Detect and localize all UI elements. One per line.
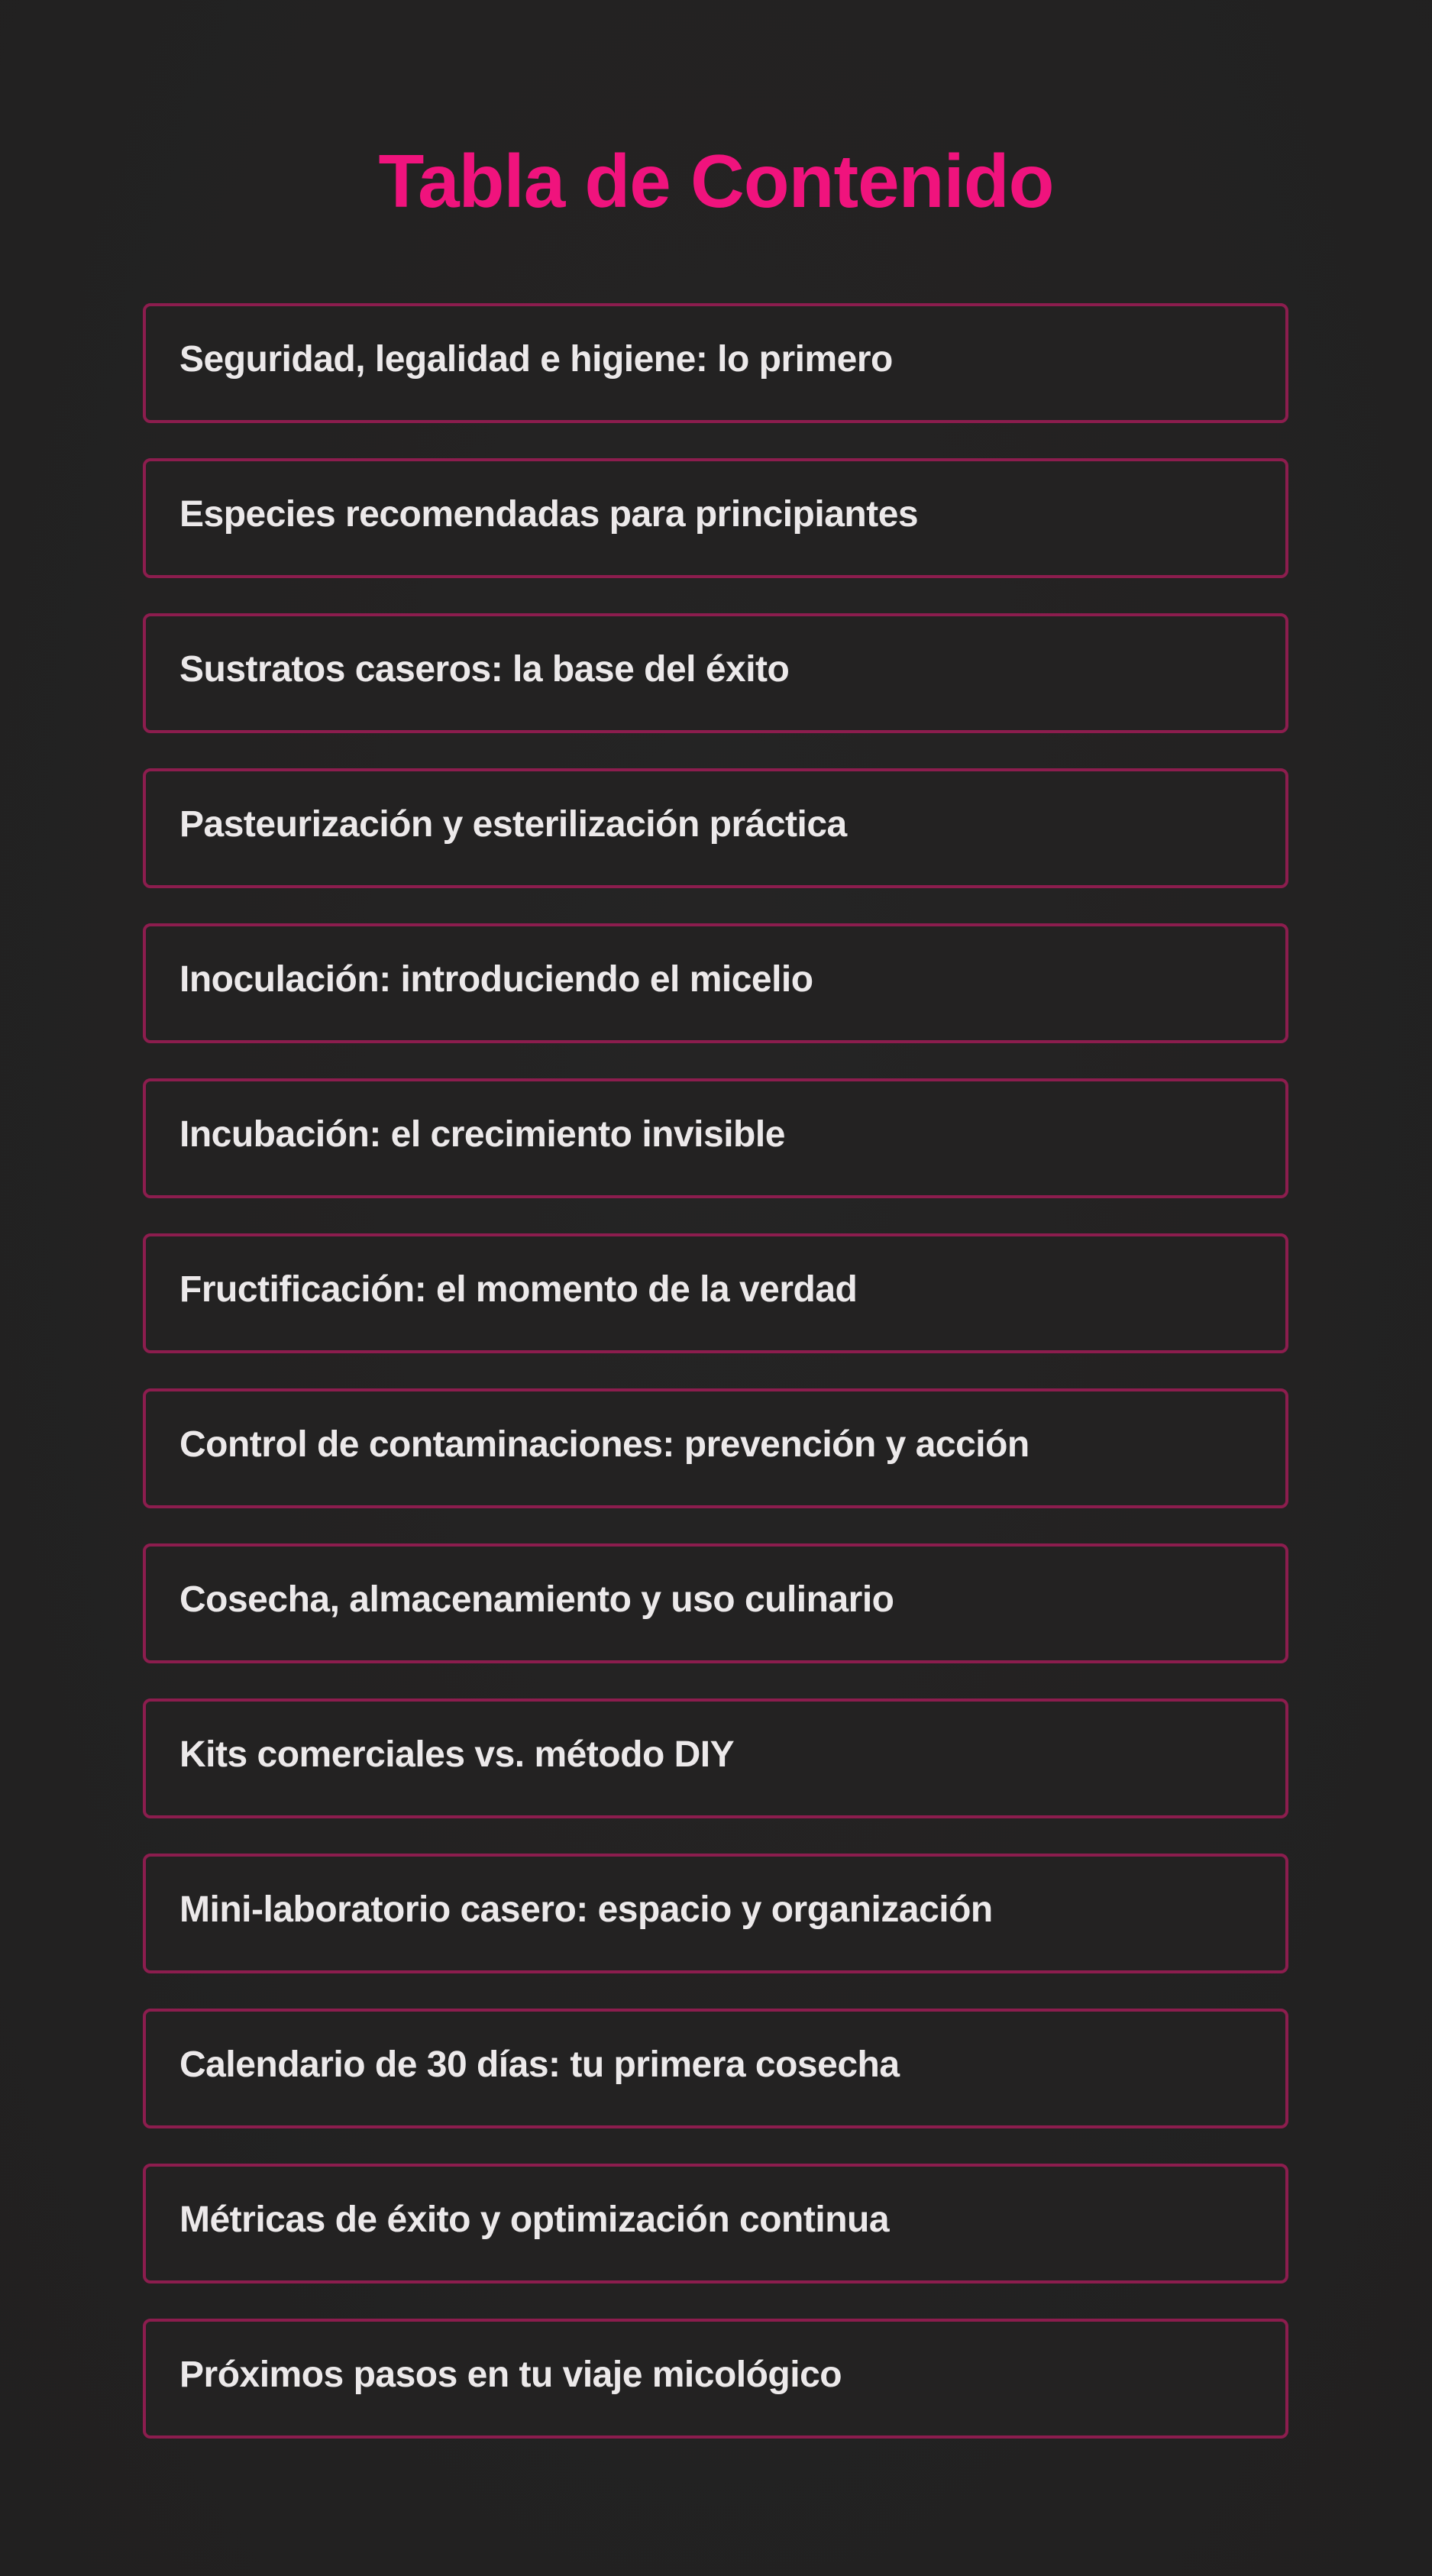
toc-item-incubacion[interactable] <box>143 1078 1288 1198</box>
toc-item-label: Mini-laboratorio casero: espacio y organización <box>179 1889 993 1930</box>
toc-item-label: Sustratos caseros: la base del éxito <box>179 649 790 690</box>
toc-item-label: Incubación: el crecimiento invisible <box>179 1114 785 1155</box>
toc-item-cosecha[interactable] <box>143 1543 1288 1663</box>
toc-item-seguridad[interactable] <box>143 303 1288 423</box>
toc-item-proximos-pasos[interactable] <box>143 2319 1288 2439</box>
toc-item-especies[interactable] <box>143 458 1288 578</box>
toc-item-kits[interactable] <box>143 1698 1288 1818</box>
toc-item-label: Próximos pasos en tu viaje micológico <box>179 2355 842 2395</box>
toc-item-inoculacion[interactable] <box>143 923 1288 1043</box>
toc-item-contaminaciones[interactable] <box>143 1388 1288 1508</box>
toc-item-sustratos[interactable] <box>143 613 1288 733</box>
toc-item-label: Especies recomendadas para principiantes <box>179 494 919 535</box>
toc-item-pasteurizacion[interactable] <box>143 768 1288 888</box>
toc-item-label: Fructificación: el momento de la verdad <box>179 1269 858 1310</box>
toc-item-label: Control de contaminaciones: prevención y acción <box>179 1424 1030 1465</box>
toc-item-label: Seguridad, legalidad e higiene: lo primero <box>179 339 893 380</box>
page-title: Tabla de Contenido <box>378 139 1054 223</box>
toc-item-label: Kits comerciales vs. método DIY <box>179 1734 735 1775</box>
toc-item-label: Inoculación: introduciendo el micelio <box>179 959 813 1000</box>
toc-item-label: Calendario de 30 días: tu primera cosecha <box>179 2044 900 2085</box>
toc-item-label: Cosecha, almacenamiento y uso culinario <box>179 1579 894 1620</box>
toc-item-fructificacion[interactable] <box>143 1233 1288 1353</box>
toc-item-calendario[interactable] <box>143 2009 1288 2128</box>
toc-item-metricas[interactable] <box>143 2164 1288 2283</box>
toc-item-label: Pasteurización y esterilización práctica <box>179 804 847 845</box>
toc-item-mini-laboratorio[interactable] <box>143 1854 1288 1973</box>
table-of-contents <box>143 303 1288 2474</box>
toc-item-label: Métricas de éxito y optimización continua <box>179 2199 890 2240</box>
